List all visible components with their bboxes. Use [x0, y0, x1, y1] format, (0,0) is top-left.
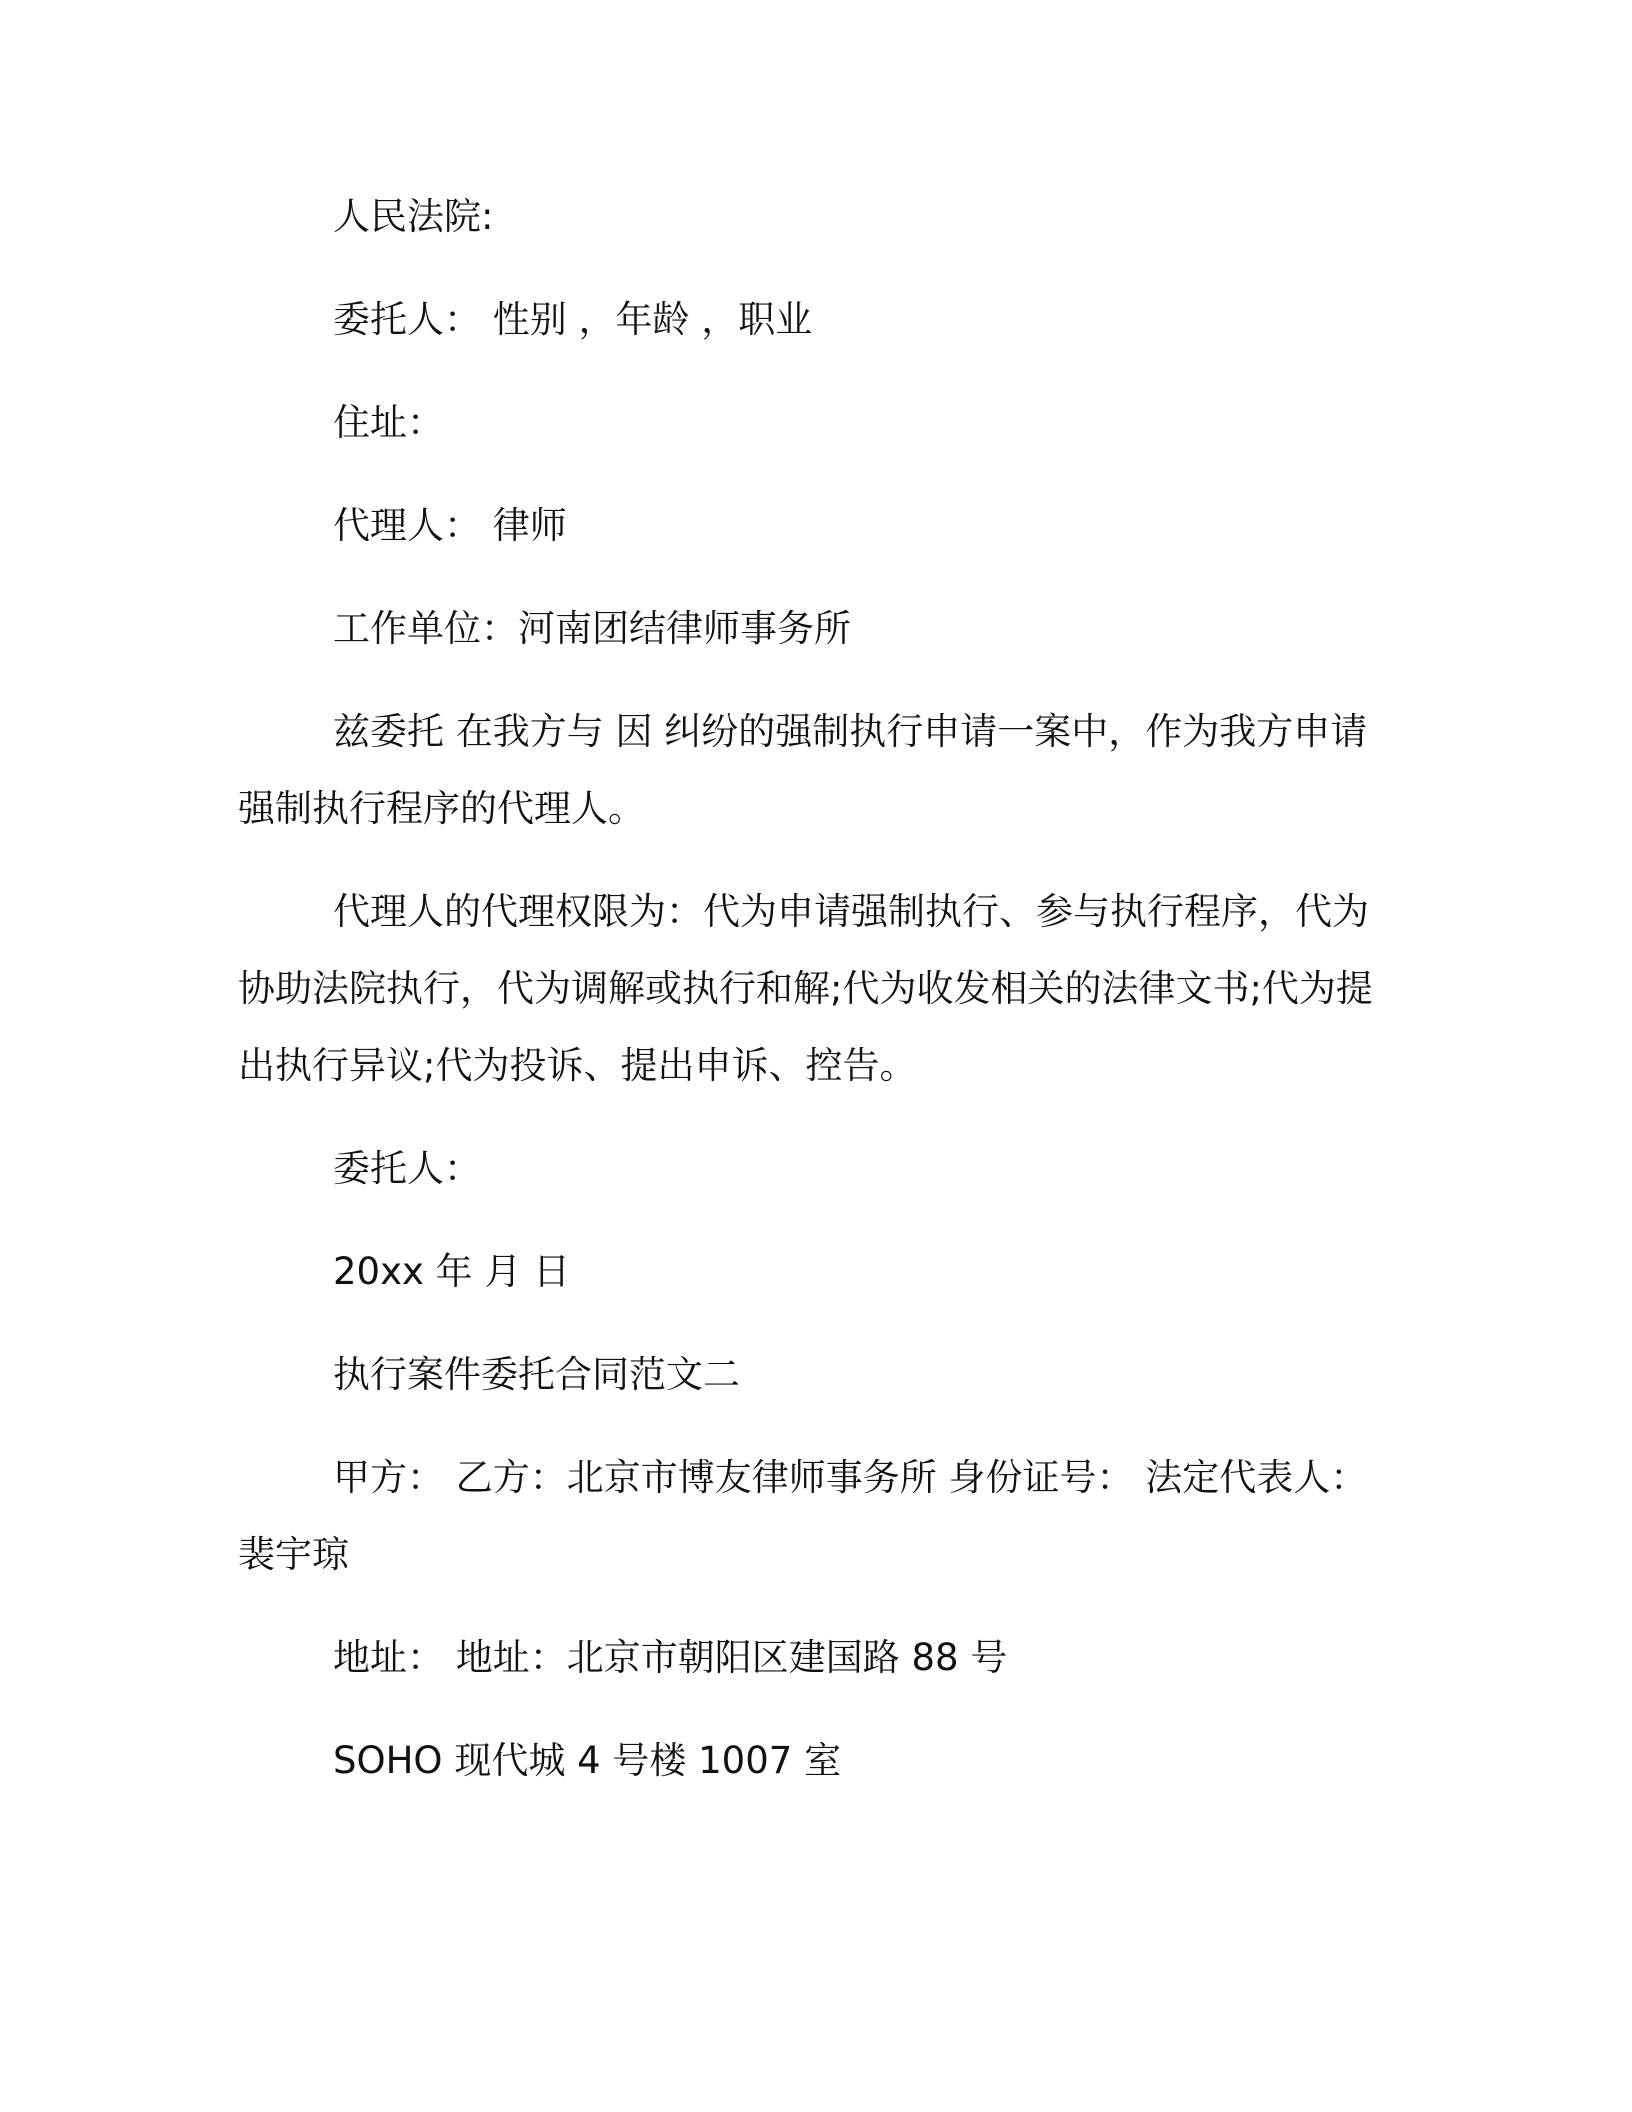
entrust-paragraph-line-1: 兹委托 在我方与 因 纠纷的强制执行申请一案中，作为我方申请 [333, 710, 1368, 753]
authority-paragraph-line-1: 代理人的代理权限为：代为申请强制执行、参与执行程序，代为 [333, 890, 1369, 933]
authority-paragraph-line-3: 出执行异议;代为投诉、提出申诉、控告。 [238, 1044, 917, 1087]
parties-line-1: 甲方： 乙方：北京市博友律师事务所 身份证号： 法定代表人： [333, 1456, 1368, 1499]
work-unit-line: 工作单位：河南团结律师事务所 [333, 607, 851, 650]
date-line: 20xx 年 月 日 [333, 1250, 571, 1293]
address-continuation-line: SOHO 现代城 4 号楼 1007 室 [333, 1739, 842, 1782]
principal-signature-line: 委托人： [333, 1147, 481, 1190]
addresses-line: 地址： 地址：北京市朝阳区建国路 88 号 [333, 1636, 1008, 1679]
parties-line-2: 裴宇琼 [238, 1533, 349, 1576]
address-line: 住址： [333, 401, 444, 444]
court-heading: 人民法院: [333, 195, 494, 238]
authority-paragraph-line-2: 协助法院执行，代为调解或执行和解;代为收发相关的法律文书;代为提 [238, 967, 1373, 1010]
section-title: 执行案件委托合同范文二 [333, 1353, 740, 1396]
agent-line: 代理人： 律师 [333, 504, 567, 547]
entrust-paragraph-line-2: 强制执行程序的代理人。 [238, 787, 645, 830]
principal-info-line: 委托人： 性别 ，年龄 ，职业 [333, 298, 813, 341]
